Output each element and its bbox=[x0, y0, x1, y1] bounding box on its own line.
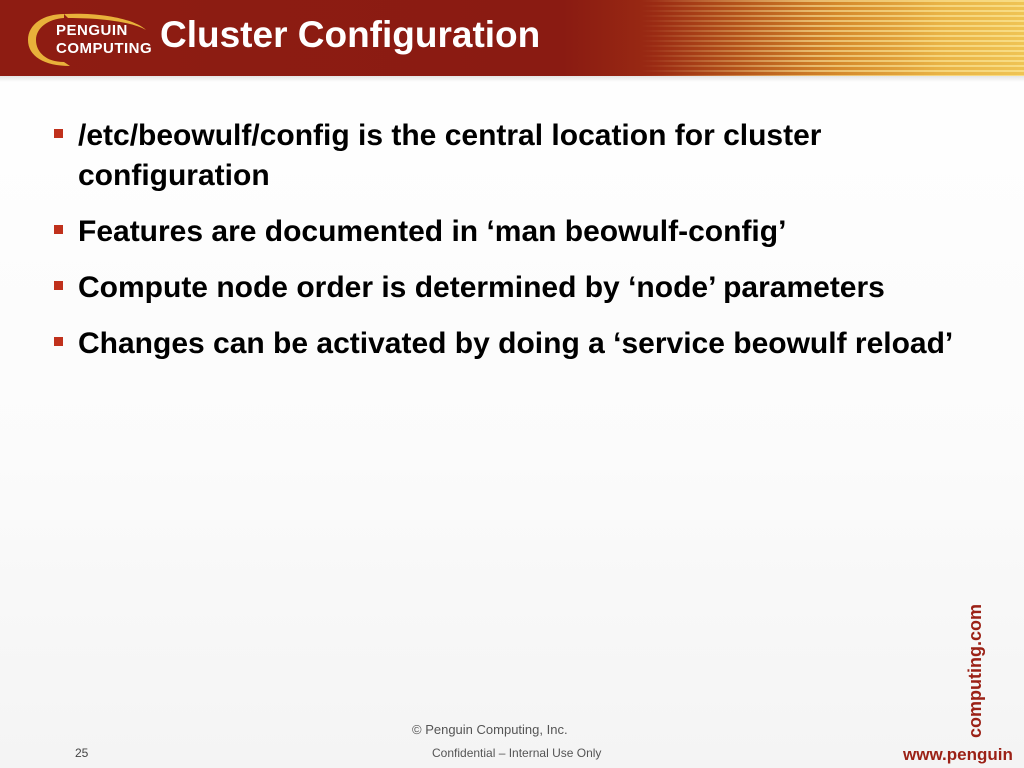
website-url-vertical: computing.com bbox=[965, 604, 985, 738]
square-bullet-icon bbox=[54, 337, 63, 346]
header-shadow bbox=[0, 76, 1024, 82]
header-banner bbox=[0, 0, 1024, 76]
bullet-text: Changes can be activated by doing a ‘service beowulf reload’ bbox=[78, 327, 954, 360]
header-stripes bbox=[640, 0, 1024, 76]
confidential-notice: Confidential – Internal Use Only bbox=[432, 746, 602, 760]
square-bullet-icon bbox=[54, 281, 63, 290]
bullet-text: /etc/beowulf/config is the central location for cluster configuration bbox=[78, 119, 822, 192]
bullet-item bbox=[52, 324, 972, 364]
gold-swoosh-icon bbox=[24, 8, 152, 70]
website-url-horizontal: www.penguin bbox=[903, 745, 1013, 764]
logo-text-computing: COMPUTING bbox=[56, 40, 153, 57]
bullet-list bbox=[52, 116, 972, 364]
bullet-item bbox=[52, 268, 972, 308]
page-number: 25 bbox=[75, 746, 89, 760]
penguin-computing-logo bbox=[24, 8, 152, 70]
slide-title: Cluster Configuration bbox=[160, 14, 541, 55]
bullet-text: Compute node order is determined by ‘node’ parameters bbox=[78, 271, 885, 304]
slide-content bbox=[52, 116, 972, 380]
square-bullet-icon bbox=[54, 129, 63, 138]
copyright-notice: © Penguin Computing, Inc. bbox=[412, 722, 568, 737]
bullet-item bbox=[52, 116, 972, 196]
bullet-text: Features are documented in ‘man beowulf-config’ bbox=[78, 215, 787, 248]
square-bullet-icon bbox=[54, 225, 63, 234]
logo-text-penguin: PENGUIN bbox=[56, 22, 128, 39]
bullet-item bbox=[52, 212, 972, 252]
